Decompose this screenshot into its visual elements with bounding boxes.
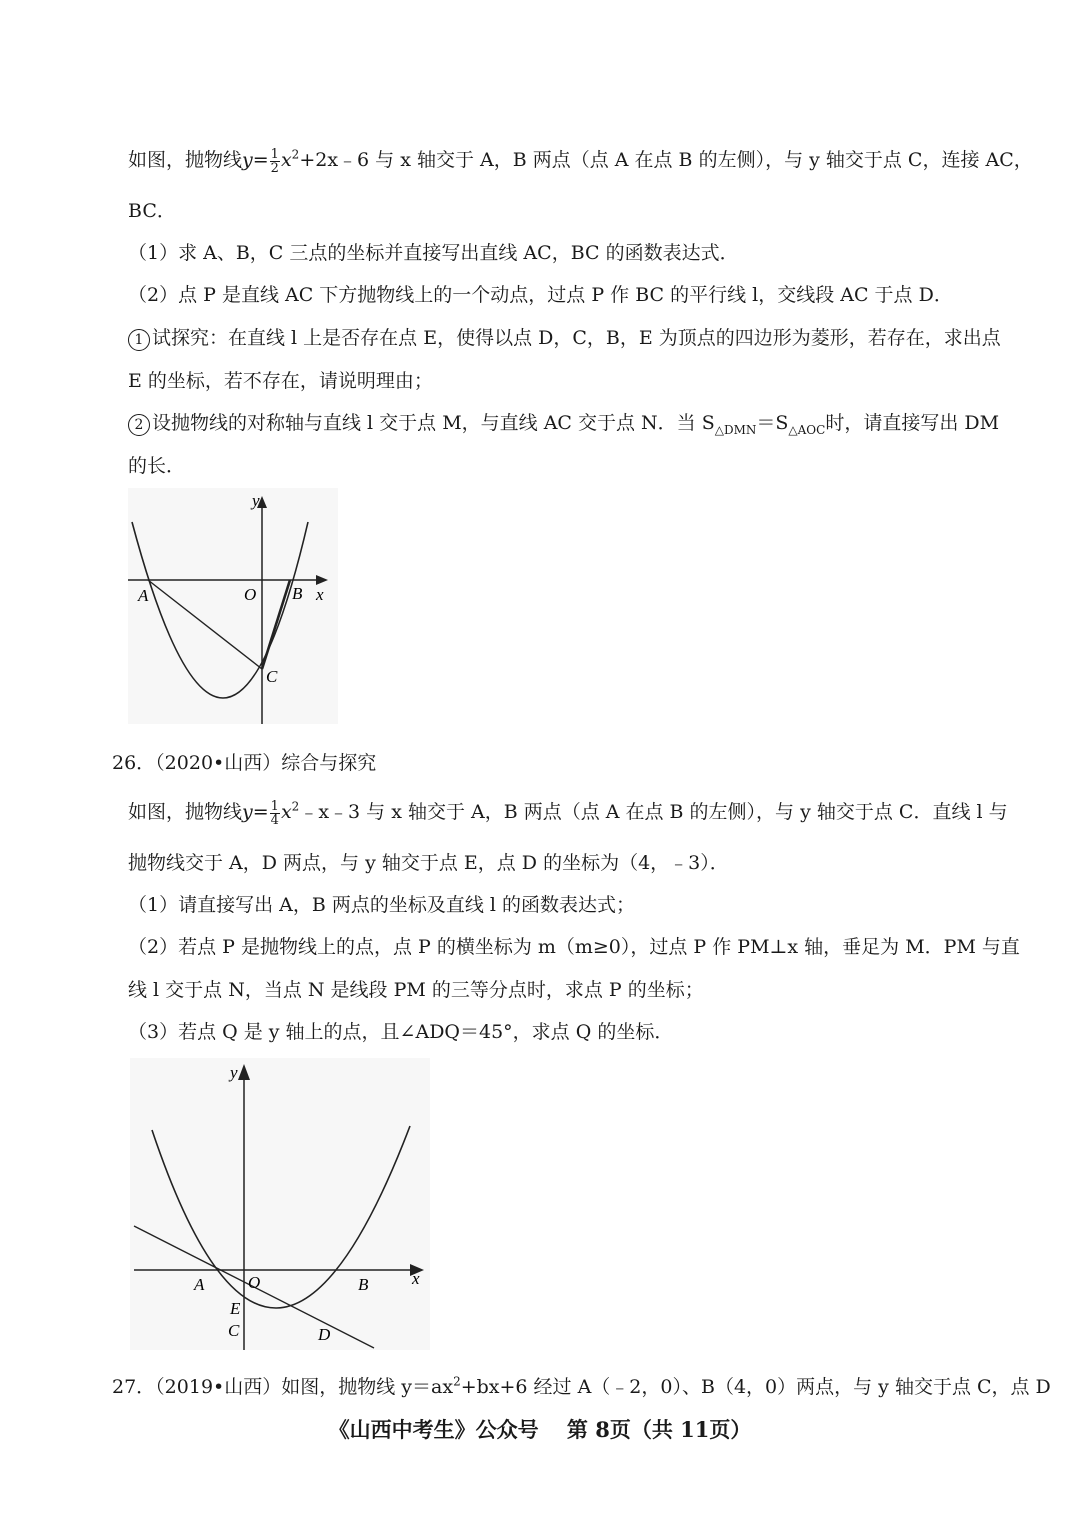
label-b: B — [292, 584, 303, 603]
page-footer: 《山西中考生》公众号 第 8页（共 11页） — [328, 1417, 752, 1442]
q26-line-1: 如图，抛物线y= $\frac{1}{4}$ $x^2﹣x﹣3$ 与 x 轴交于 A，B 两点（点 A 在点 B 的左侧），与 y 轴交于点 C．直线 l 与 — [128, 798, 1008, 828]
q25-line-1: 如图，抛物线y= $\frac{1}{2}$ $x^2+2x﹣6$ 与 x 轴交于 A，B 两点（点 A 在点 B 的左侧），与 y 轴交于点 C，连接 AC， — [128, 146, 1033, 176]
label-c: C — [228, 1321, 240, 1340]
q26-part-2: （2）若点 P 是抛物线上的点，点 P 的横坐标为 m（m≥0），过点 P 作 PM⊥x 轴，垂足为 M．PM 与直 — [128, 936, 1020, 958]
q25-line-2: BC． — [128, 200, 176, 222]
label-y: y — [230, 1063, 238, 1082]
q26-part-3: （3）若点 Q 是 y 轴上的点，且∠ADQ＝45°，求点 Q 的坐标． — [128, 1021, 674, 1043]
figure-background — [128, 488, 338, 724]
q26-part-2-cont: 线 l 交于点 N，当点 N 是线段 PM 的三等分点时，求点 P 的坐标； — [128, 979, 704, 1001]
label-a: A — [194, 1275, 205, 1294]
q25-sub-1-cont: E 的坐标，若不存在，请说明理由； — [128, 370, 433, 392]
q26-part-1: （1）请直接写出 A，B 两点的坐标及直线 l 的函数表达式； — [128, 894, 636, 916]
q25-sub-2: 2 设抛物线的对称轴与直线 l 交于点 M，与直线 AC 交于点 N．当 $S_{\triangle DMN}=S_{\triangle AOC}$时，请直接写出 DM — [128, 408, 999, 437]
label-e: E — [230, 1299, 241, 1318]
label-c: C — [266, 667, 278, 686]
label-y: y — [252, 491, 260, 510]
q25-sub-1: 1 试探究：在直线 l 上是否存在点 E，使得以点 D，C，B，E 为顶点的四边形为菱形，若存在，求出点 — [128, 323, 1001, 351]
label-origin: O — [244, 585, 257, 604]
q25-figure — [128, 488, 338, 724]
q25-part-1: （1）求 A、B，C 三点的坐标并直接写出直线 AC，BC 的函数表达式． — [128, 242, 739, 264]
fraction-one-half: $\frac{1}{2}$ — [270, 146, 279, 176]
q27-line-1: 27．（2019•山西）如图，抛物线 $y=ax^2+bx+6$ 经过 A（﹣2，0）、B（4，0）两点，与 y 轴交于点 C，点 D — [112, 1374, 1051, 1398]
q26-line-2: 抛物线交于 A，D 两点，与 y 轴交于点 E，点 D 的坐标为（4，﹣3）． — [128, 852, 729, 874]
label-origin: O — [248, 1273, 261, 1292]
label-x: x — [316, 585, 324, 604]
label-d: D — [318, 1325, 331, 1344]
label-b: B — [358, 1275, 369, 1294]
q26-figure — [130, 1058, 430, 1350]
label-x: x — [412, 1269, 420, 1288]
label-a: A — [138, 586, 149, 605]
q25-part-2: （2）点 P 是直线 AC 下方抛物线上的一个动点，过点 P 作 BC 的平行线 l，交线段 AC 于点 D． — [128, 284, 953, 306]
q25-sub-2-cont: 的长． — [128, 455, 186, 477]
circled-number-2: 2 — [128, 414, 150, 436]
circled-number-1: 1 — [128, 329, 150, 351]
q26-heading: 26．（2020•山西）综合与探究 — [112, 752, 377, 774]
fraction-one-quarter: $\frac{1}{4}$ — [270, 798, 279, 828]
figure-background — [130, 1058, 430, 1350]
